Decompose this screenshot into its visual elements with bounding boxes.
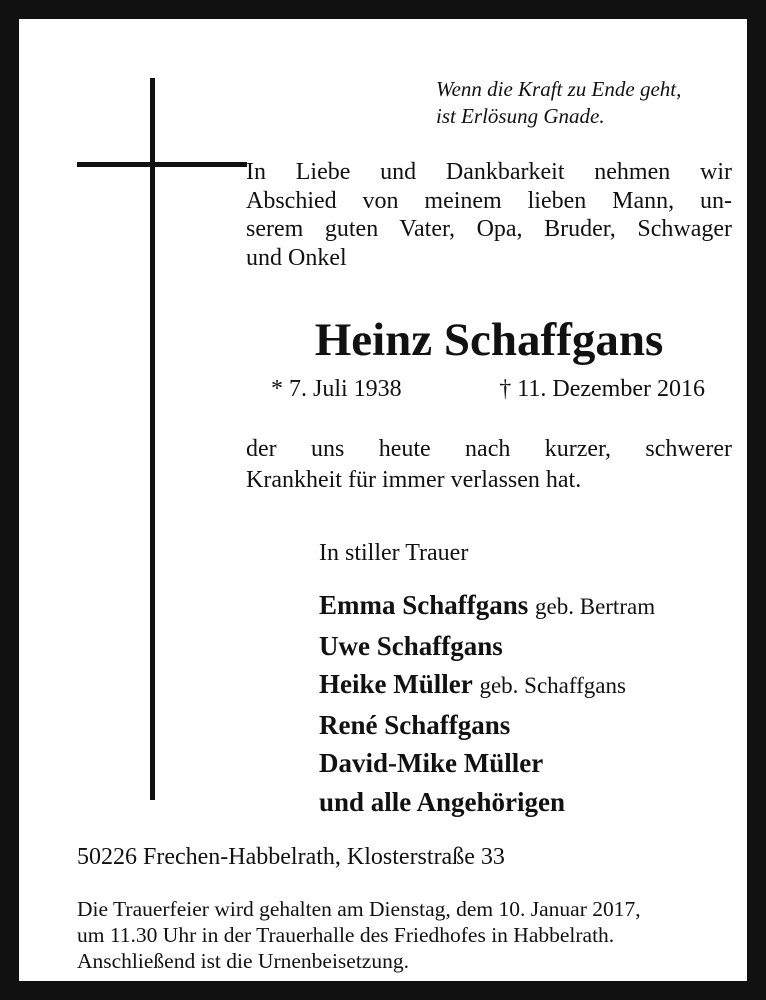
- intro-line-3: serem guten Vater, Opa, Bruder, Schwager: [246, 216, 732, 242]
- death-date: † 11. Dezember 2016: [499, 376, 705, 402]
- epigraph-quote: [436, 76, 681, 130]
- service-line-2: um 11.30 Uhr in der Trauerhalle des Friedhofes in Habbelrath.: [77, 923, 615, 947]
- intro-line-1: In Liebe und Dankbarkeit nehmen wir: [246, 159, 732, 185]
- intro-line-4: und Onkel: [246, 244, 347, 271]
- mourner-name: David-Mike Müller: [319, 748, 544, 778]
- mourner-name: Emma Schaffgans: [319, 590, 529, 620]
- mourners-list: [319, 586, 655, 821]
- intro-line-2: Abschied von meinem lieben Mann, un-: [246, 187, 732, 214]
- birth-date: * 7. Juli 1938: [271, 376, 402, 402]
- cross-icon-horizontal-bar: [77, 162, 247, 167]
- mourner-name: René Schaffgans: [319, 709, 511, 740]
- passing-line-1: der uns heute nach kurzer, schwerer: [246, 436, 732, 462]
- service-line-3: Anschließend ist die Urnenbeisetzung.: [77, 949, 409, 973]
- quote-line-1: Wenn die Kraft zu Ende geht,: [436, 77, 682, 101]
- family-address: 50226 Frechen-Habbelrath, Klosterstraße 33: [77, 844, 505, 870]
- mourner-row: [319, 744, 655, 783]
- mourner-row: [319, 665, 655, 706]
- quote-line-2: ist Erlösung Gnade.: [436, 104, 605, 128]
- mourner-row: [319, 783, 655, 822]
- passing-line-2: Krankheit für immer verlassen hat.: [246, 467, 582, 493]
- passing-text: [246, 434, 732, 496]
- mourner-note: geb. Schaffgans: [479, 673, 626, 698]
- cross-icon-vertical-bar: [150, 78, 155, 800]
- life-dates: [271, 374, 705, 404]
- intro-text: [246, 158, 732, 272]
- deceased-name: Heinz Schaffgans: [314, 314, 664, 366]
- mourning-label: In stiller Trauer: [319, 540, 469, 566]
- funeral-service-info: [77, 896, 732, 974]
- mourner-row: [319, 586, 655, 627]
- mourner-note: geb. Bertram: [535, 594, 656, 619]
- obituary-content: [38, 38, 732, 973]
- mourner-name: und alle Angehörigen: [319, 786, 566, 817]
- service-line-1: Die Trauerfeier wird gehalten am Dienstag, dem 10. Januar 2017,: [77, 897, 641, 921]
- mourner-name: Uwe Schaffgans: [319, 630, 503, 661]
- mourner-name: Heike Müller: [319, 669, 473, 699]
- mourner-row: [319, 706, 655, 745]
- mourner-row: [319, 627, 655, 666]
